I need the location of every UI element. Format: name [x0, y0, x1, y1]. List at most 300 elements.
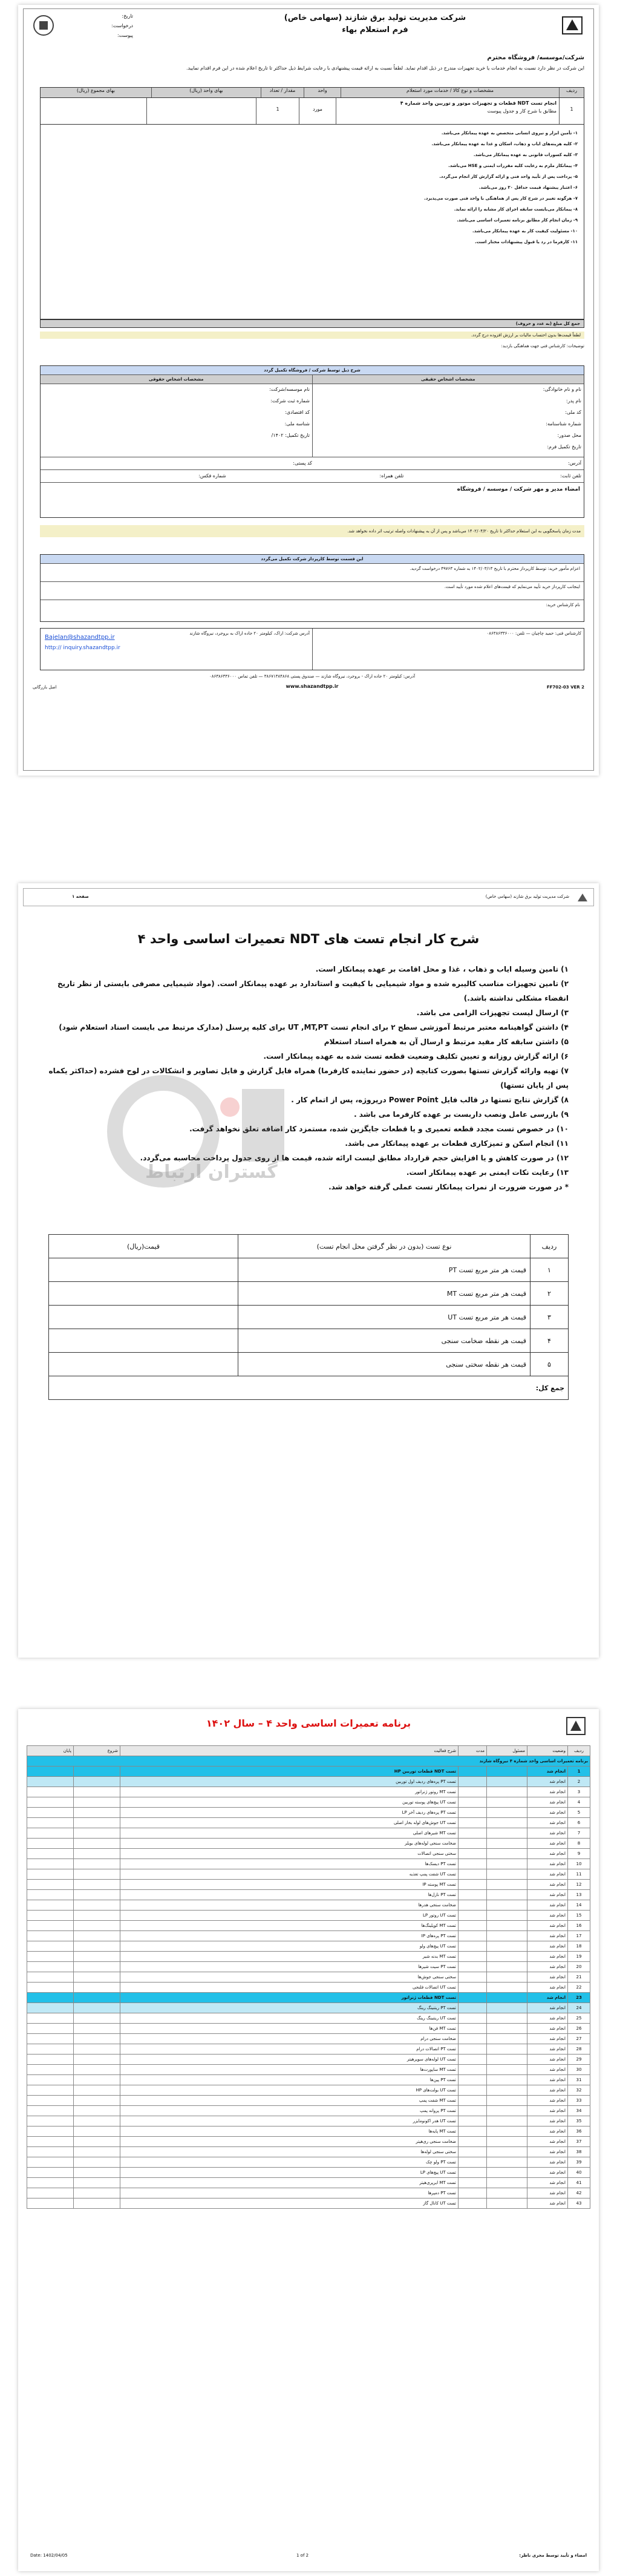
schedule-row-status: انجام شد	[527, 2188, 568, 2198]
schedule-row-end	[27, 2065, 74, 2075]
ndt-th-price: قیمت(ریال)	[49, 1235, 238, 1258]
schedule-row-start	[74, 1890, 120, 1900]
schedule-row-start	[74, 1941, 120, 1952]
address-row	[41, 457, 584, 469]
schedule-row-duration	[459, 2168, 487, 2178]
schedule-row-status: انجام شد	[527, 1972, 568, 1983]
schedule-row	[27, 2106, 590, 2116]
schedule-row-duration	[459, 2013, 487, 2024]
schedule-row-start	[74, 1808, 120, 1818]
vendor-field[interactable]: کد اقتصادی:	[285, 410, 310, 415]
schedule-row-resp	[487, 2106, 527, 2116]
greeting: شرکت/موسسه/ فروشگاه محترم	[487, 54, 584, 61]
ndt-price-table	[48, 1234, 569, 1400]
schedule-row	[27, 1777, 590, 1787]
scope-item: ۲) تامین تجهیزات مناسب کالیبره شده و مواد شیمیایی با کیفیت و استاندارد بر عهده پیمانکار است. (مواد شیمیایی مصرفی بایستی از نظر تاریخ انقضاء مشکلی نداشته باشد.)	[57, 979, 569, 1002]
schedule-row-activity: تست PT ولو چک	[120, 2157, 459, 2168]
schedule-row-duration	[459, 2055, 487, 2065]
vendor-fields	[41, 384, 584, 457]
schedule-row-end	[27, 1890, 74, 1900]
vendor-field[interactable]: نام پدر:	[566, 398, 581, 404]
header-logo-icon	[576, 892, 589, 906]
schedule-row-status: انجام شد	[527, 1818, 568, 1828]
schedule-row-start	[74, 1849, 120, 1859]
footer-sign: امضاء و تأیید توسط مجری ناظر:	[519, 2553, 587, 2558]
schedule-row	[27, 2116, 590, 2127]
form-code-left: اصل بازرگانی	[33, 685, 57, 690]
col-end: پایان	[27, 1746, 74, 1756]
schedule-row-end	[27, 1869, 74, 1880]
schedule-row-status: انجام شد	[527, 2003, 568, 2013]
vendor-field[interactable]: تاریخ تکمیل فرم:	[547, 444, 581, 449]
address-label[interactable]: آدرس:	[567, 460, 581, 466]
schedule-row-status: انجام شد	[527, 2013, 568, 2024]
schedule-row-status: انجام شد	[527, 1828, 568, 1839]
mobile-label[interactable]: تلفن همراه:	[379, 473, 404, 479]
vendor-field[interactable]: کد ملی:	[565, 410, 581, 415]
schedule-row-duration	[459, 1777, 487, 1787]
vendor-field[interactable]: شماره ثبت شرکت:	[270, 398, 310, 404]
schedule-row-index: 14	[568, 1900, 590, 1911]
schedule-row-start	[74, 2198, 120, 2209]
schedule-row-resp	[487, 1900, 527, 1911]
ndt-row	[49, 1329, 569, 1353]
schedule-row-end	[27, 2157, 74, 2168]
schedule-row	[27, 2075, 590, 2085]
schedule-row-end	[27, 2085, 74, 2096]
schedule-row	[27, 2003, 590, 2013]
schedule-row-activity: تست MT شفت پمپ	[120, 2096, 459, 2106]
schedule-row-status: انجام شد	[527, 2116, 568, 2127]
footer-date: Date: 1402/04/05	[30, 2553, 68, 2558]
note-1: لطفاً قیمت‌ها بدون احتساب مالیات بر ارزش افزوده درج گردد.	[40, 332, 584, 339]
schedule-row	[27, 2024, 590, 2034]
schedule-row-resp	[487, 2003, 527, 2013]
th-unit-price: بهای واحد (ریال)	[151, 88, 261, 97]
ndt-row-price[interactable]	[49, 1282, 238, 1306]
schedule-row-index: 13	[568, 1890, 590, 1900]
phone-row	[41, 469, 584, 482]
company-name: شرکت مدیریت تولید برق شازند (سهامی خاص)	[284, 13, 466, 22]
schedule-row-activity: تست MT کوپلینگ‌ها	[120, 1921, 459, 1931]
schedule-row	[27, 1859, 590, 1869]
vendor-field[interactable]: نام و نام خانوادگی:	[543, 387, 581, 392]
schedule-row-status: انجام شد	[527, 1787, 568, 1797]
schedule-row-resp	[487, 1890, 527, 1900]
schedule-row	[27, 2198, 590, 2209]
schedule-row	[27, 1839, 590, 1849]
schedule-row	[27, 1818, 590, 1828]
schedule-table	[27, 1745, 590, 2209]
schedule-row-index: 19	[568, 1952, 590, 1962]
schedule-row-duration	[459, 2096, 487, 2106]
schedule-row-activity: تست PT دیسک‌ها	[120, 1859, 459, 1869]
schedule-row-activity: تست PT اتصالات درام	[120, 2044, 459, 2055]
condition-2: ۲- کلیه هزینه‌های ایاب و ذهاب، اسکان و غذا به عهده پیمانکار می‌باشد.	[431, 142, 578, 146]
schedule-row-duration	[459, 1828, 487, 1839]
schedule-row-end	[27, 2188, 74, 2198]
schedule-row-start	[74, 2188, 120, 2198]
schedule-row-duration	[459, 1890, 487, 1900]
schedule-row-index: 26	[568, 2024, 590, 2034]
schedule-row-activity: تست UT هدر اکونومایزر	[120, 2116, 459, 2127]
schedule-row-duration	[459, 2106, 487, 2116]
schedule-row	[27, 1911, 590, 1921]
schedule-row-activity: تست MT فن‌ها	[120, 2024, 459, 2034]
item-desc: انجام تست NDT قطعات و تجهیزات موتور و توربین واحد شماره ۴	[400, 100, 557, 106]
schedule-row-resp	[487, 1880, 527, 1890]
condition-8: ۸- پیمانکار می‌بایست سابقه اجرای کار مشابه را ارائه نماید.	[454, 207, 578, 212]
schedule-title: برنامه تعمیرات اساسی واحد ۴ – سال ۱۴۰۲	[206, 1718, 411, 1729]
schedule-row-index: 24	[568, 2003, 590, 2013]
schedule-row-start	[74, 2065, 120, 2075]
schedule-row-index: 42	[568, 2188, 590, 2198]
schedule-row-end	[27, 2034, 74, 2044]
scope-item: ۹) بازرسی عامل ونصب داربست بر عهده کارفرما می باشد .	[354, 1110, 569, 1119]
schedule-row-index: 35	[568, 2116, 590, 2127]
contact-box	[40, 628, 584, 670]
schedule-row-start	[74, 2178, 120, 2188]
ndt-row-index: ۲	[530, 1282, 569, 1306]
schedule-row-start	[74, 1797, 120, 1808]
schedule-row-resp	[487, 2065, 527, 2075]
schedule-row-start	[74, 2106, 120, 2116]
schedule-row-activity: تست PT دمپرها	[120, 2188, 459, 2198]
schedule-row	[27, 2034, 590, 2044]
schedule-row-duration	[459, 2198, 487, 2209]
schedule-row-activity: تست UT پیچ‌های ولو	[120, 1941, 459, 1952]
vendor-field[interactable]: تاریخ تکمیل: ۱۴۰۲/	[271, 433, 310, 438]
schedule-row-start	[74, 1839, 120, 1849]
schedule-row-duration	[459, 2157, 487, 2168]
schedule-row	[27, 2055, 590, 2065]
schedule-row-status: انجام شد	[527, 1952, 568, 1962]
schedule-row-status: انجام شد	[527, 2034, 568, 2044]
item-index: 1	[559, 98, 584, 124]
schedule-row	[27, 1880, 590, 1890]
schedule-row	[27, 2188, 590, 2198]
schedule-row-start	[74, 1869, 120, 1880]
schedule-row-duration	[459, 1900, 487, 1911]
vendor-field[interactable]: شناسه ملی:	[284, 421, 310, 427]
schedule-row-status: انجام شد	[527, 1911, 568, 1921]
ndt-row	[49, 1282, 569, 1306]
schedule-row-index: 9	[568, 1849, 590, 1859]
schedule-row-resp	[487, 1787, 527, 1797]
schedule-row-duration	[459, 1911, 487, 1921]
schedule-row-duration	[459, 1767, 487, 1777]
ndt-row-price[interactable]	[49, 1258, 238, 1282]
schedule-row-end	[27, 1777, 74, 1787]
vendor-col-right: مشخصات اشخاص حقیقی	[312, 375, 584, 384]
schedule-row-resp	[487, 2116, 527, 2127]
schedule-row	[27, 1808, 590, 1818]
postcode-label[interactable]: کد پستی:	[293, 460, 312, 466]
schedule-row-index: 3	[568, 1787, 590, 1797]
schedule-row-start	[74, 1900, 120, 1911]
schedule-row-status: انجام شد	[527, 1900, 568, 1911]
item-unit-price[interactable]	[146, 98, 256, 124]
schedule-row-end	[27, 1921, 74, 1931]
page-1	[18, 5, 599, 776]
schedule-row-start	[74, 1993, 120, 2003]
schedule-row	[27, 2127, 590, 2137]
schedule-row-index: 43	[568, 2198, 590, 2209]
schedule-row-resp	[487, 1839, 527, 1849]
scope-title: شرح کار انجام تست های NDT تعمیرات اساسی واحد ۴	[137, 932, 480, 946]
item-subdesc: مطابق با شرح کار و جدول پیوست	[487, 108, 557, 114]
schedule-row-resp	[487, 2044, 527, 2055]
schedule-row	[27, 1952, 590, 1962]
page-2-label: صفحه ۱	[72, 894, 89, 899]
website[interactable]: www.shazandtpp.ir	[286, 684, 339, 689]
page-3-logo-icon	[565, 1715, 587, 1739]
scope-item: ۶) ارائه گزارش روزانه و تعیین تکلیف وضعیت قطعه تست شده به عهده پیمانکار است.	[263, 1052, 569, 1061]
schedule-row-start	[74, 1859, 120, 1869]
schedule-row-index: 37	[568, 2137, 590, 2147]
ndt-row-label: قیمت هر متر مربع تست MT	[238, 1282, 530, 1306]
schedule-row-end	[27, 2055, 74, 2065]
schedule-row-activity: ضخامت سنجی ری‌هیتر	[120, 2137, 459, 2147]
schedule-row-index: 27	[568, 2034, 590, 2044]
meta-attach: پیوست:	[117, 33, 133, 38]
ndt-row-price[interactable]	[49, 1329, 238, 1353]
schedule-row	[27, 1797, 590, 1808]
schedule-row-status: انجام شد	[527, 2055, 568, 2065]
schedule-row-index: 39	[568, 2157, 590, 2168]
schedule-row-end	[27, 1941, 74, 1952]
col-resp: مسئول	[487, 1746, 527, 1756]
schedule-row-resp	[487, 2157, 527, 2168]
schedule-row	[27, 1767, 590, 1777]
schedule-row-status: انجام شد	[527, 2127, 568, 2137]
col-status: وضعیت	[527, 1746, 568, 1756]
schedule-row-end	[27, 2096, 74, 2106]
schedule-row-duration	[459, 2034, 487, 2044]
schedule-row	[27, 1828, 590, 1839]
schedule-row-status: انجام شد	[527, 1859, 568, 1869]
fax-label[interactable]: شماره فکس:	[198, 473, 226, 479]
schedule-row-start	[74, 2034, 120, 2044]
scope-item: ۱۲) در صورت کاهش و یا افزایش حجم قرارداد مطابق لیست ارائه شده، قیمت ها از روی جدول پرداخت محاسبه می‌گردد.	[140, 1154, 569, 1162]
schedule-row-duration	[459, 1931, 487, 1941]
item-row	[40, 98, 584, 125]
condition-6: ۶- اعتبار پیشنهاد قیمت حداقل ۳۰ روز می‌باشد.	[478, 185, 578, 190]
schedule-row-start	[74, 1931, 120, 1941]
phone-label[interactable]: تلفن ثابت:	[560, 473, 581, 479]
schedule-row-end	[27, 2137, 74, 2147]
schedule-row-duration	[459, 1880, 487, 1890]
schedule-row-status: انجام شد	[527, 1839, 568, 1849]
schedule-row	[27, 2137, 590, 2147]
schedule-row-status: انجام شد	[527, 2075, 568, 2085]
schedule-row-resp	[487, 1869, 527, 1880]
site-link[interactable]: http:// inquiry.shazandtpp.ir	[45, 645, 120, 651]
schedule-row-activity: تست UT روتور LP	[120, 1911, 459, 1921]
schedule-row-start	[74, 1767, 120, 1777]
email-link[interactable]: Bajelan@shazandtpp.ir	[45, 634, 115, 641]
schedule-row	[27, 1890, 590, 1900]
schedule-row-start	[74, 1818, 120, 1828]
page-2	[18, 883, 599, 1658]
schedule-row-end	[27, 2013, 74, 2024]
col-index: ردیف	[568, 1746, 590, 1756]
schedule-row-start	[74, 2075, 120, 2085]
schedule-row-start	[74, 1972, 120, 1983]
condition-5: ۵- پرداخت پس از تأیید واحد فنی و ارائه گزارش کار انجام می‌گردد.	[439, 174, 578, 179]
scope-item: ۴) داشتن گواهینامه معتبر مرتبط آموزشی سطح ۲ برای انجام تست UT ,MT,PT برای کلیه پرسنل (مدارک مرتبط می بایست اسناد استعلام شود)	[59, 1023, 569, 1031]
schedule-row-end	[27, 2127, 74, 2137]
schedule-row-index: 20	[568, 1962, 590, 1972]
schedule-row-start	[74, 1828, 120, 1839]
schedule-row-status: انجام شد	[527, 1890, 568, 1900]
schedule-row-status: انجام شد	[527, 1777, 568, 1787]
schedule-row-duration	[459, 1787, 487, 1797]
schedule-row	[27, 2065, 590, 2075]
conditions-box	[40, 125, 584, 319]
condition-9: ۹- زمان انجام کار مطابق برنامه تعمیرات اساسی می‌باشد.	[457, 218, 578, 223]
schedule-row-duration	[459, 1818, 487, 1828]
schedule-row-status: انجام شد	[527, 2024, 568, 2034]
schedule-row-index: 12	[568, 1880, 590, 1890]
schedule-row-activity: ضخامت سنجی لوله‌های بویلر	[120, 1839, 459, 1849]
schedule-row	[27, 1962, 590, 1972]
schedule-row-activity: تست PT پین‌ها	[120, 2075, 459, 2085]
schedule-row-status: انجام شد	[527, 1993, 568, 2003]
th-total-price: بهای مجموع (ریال)	[76, 88, 116, 93]
schedule-row-activity: تست PT نازل‌ها	[120, 1890, 459, 1900]
schedule-row-start	[74, 2003, 120, 2013]
schedule-body	[27, 1756, 590, 2209]
ndt-header-row	[49, 1235, 569, 1258]
schedule-row-status: انجام شد	[527, 2137, 568, 2147]
schedule-row-resp	[487, 1962, 527, 1972]
schedule-row-resp	[487, 2137, 527, 2147]
scope-item: ۸) گزارش نتایج تستها در قالب فایل Power Point درپروژه، پس از اتمام کار .	[291, 1096, 569, 1104]
schedule-row-resp	[487, 2188, 527, 2198]
condition-7: ۷- هرگونه تغییر در شرح کار پس از هماهنگی با واحد فنی صورت می‌پذیرد.	[424, 196, 578, 201]
schedule-row-end	[27, 1767, 74, 1777]
schedule-row-activity: ضخامت سنجی درام	[120, 2034, 459, 2044]
vendor-field[interactable]: شماره شناسنامه:	[546, 421, 581, 427]
vendor-field[interactable]: نام موسسه/شرکت:	[269, 387, 310, 392]
scope-item: ۱۳) رعایت نکات ایمنی بر عهده پیمانکار است.	[406, 1168, 569, 1177]
schedule-row	[27, 1849, 590, 1859]
schedule-row-resp	[487, 2198, 527, 2209]
schedule-row-activity: تست UT جوش‌های لوله بخار اصلی	[120, 1818, 459, 1828]
schedule-row-index: 25	[568, 2013, 590, 2024]
schedule-row-index: 41	[568, 2178, 590, 2188]
schedule-row-start	[74, 2127, 120, 2137]
schedule-row-duration	[459, 2116, 487, 2127]
item-desc-wrap	[336, 98, 559, 124]
meta-number: درخواست:	[111, 23, 133, 28]
schedule-row-duration	[459, 1972, 487, 1983]
form-title: فرم استعلام بهاء	[342, 25, 408, 34]
internal-row-1: اعزام مأمور خرید: توسط کارپرداز محترم با تاریخ ۱۴۰۲/۰۳/۱۳ به شماره ۴۹۷۶۳ درخواست گردید.	[41, 564, 584, 582]
schedule-row-start	[74, 2024, 120, 2034]
schedule-row-duration	[459, 2178, 487, 2188]
schedule-row-start	[74, 1962, 120, 1972]
scope-item: ۵) داشتن سابقه کار مفید مرتبط و ارسال آن به همراه اسناد استعلام	[324, 1038, 569, 1046]
schedule-row	[27, 2147, 590, 2157]
schedule-row	[27, 2178, 590, 2188]
schedule-row-index: 28	[568, 2044, 590, 2055]
col-duration: مدت	[459, 1746, 487, 1756]
page-2-header-text: شرکت مدیریت تولید برق شازند (سهامی خاص)	[485, 894, 569, 899]
schedule-row-duration	[459, 2044, 487, 2055]
schedule-row-duration	[459, 1962, 487, 1972]
schedule-row-status: انجام شد	[527, 2157, 568, 2168]
schedule-row-index: 40	[568, 2168, 590, 2178]
schedule-row-end	[27, 1972, 74, 1983]
watermark-text: گستران ارتباط	[145, 1162, 278, 1183]
schedule-row-activity: تست PT پره‌های ردیف اول توربین	[120, 1777, 459, 1787]
schedule-row-duration	[459, 1941, 487, 1952]
schedule-row-status: انجام شد	[527, 1767, 568, 1777]
schedule-row-duration	[459, 2137, 487, 2147]
col-start: شروع	[74, 1746, 120, 1756]
schedule-row-index: 8	[568, 1839, 590, 1849]
schedule-row	[27, 1900, 590, 1911]
ndt-row-price[interactable]	[49, 1353, 238, 1376]
contact-right-text: کارشناس فنی: حمید چاچیان — تلفن: ۰۸۶۳۸۶۳۳۶۰۰۰	[486, 631, 581, 636]
schedule-row-end	[27, 1808, 74, 1818]
vendor-field[interactable]: محل صدور:	[557, 433, 581, 438]
schedule-row	[27, 2044, 590, 2055]
schedule-row-index: 18	[568, 1941, 590, 1952]
schedule-row-resp	[487, 1808, 527, 1818]
schedule-row-status: انجام شد	[527, 1931, 568, 1941]
page-2-header	[23, 888, 594, 906]
page-3	[18, 1709, 599, 2571]
total-label: جمع کل مبلغ (به عدد و حروف)	[515, 321, 580, 326]
bottom-line: آدرس: کیلومتر ۲۰ جاده اراک - بروجرد، نیروگاه شازند — صندوق پستی ۳۸۶۷۱۳۸۴۸۶۸ — تلفن تماس ۰۸۶۳۸۶۳۳۶۰۰۰	[209, 674, 416, 679]
signature-label: امضاء مدیر و مهر شرکت / موسسه / فروشگاه	[41, 482, 584, 511]
schedule-row-status: انجام شد	[527, 2198, 568, 2209]
schedule-row-status: انجام شد	[527, 2065, 568, 2075]
schedule-row-end	[27, 1931, 74, 1941]
schedule-row-start	[74, 1787, 120, 1797]
schedule-row-status: انجام شد	[527, 1921, 568, 1931]
schedule-row-start	[74, 2013, 120, 2024]
logo-icon	[560, 13, 584, 38]
schedule-row-index: 36	[568, 2127, 590, 2137]
condition-11: ۱۱- کارفرما در رد یا قبول پیشنهادات مختار است.	[475, 240, 578, 244]
ndt-row-price[interactable]	[49, 1306, 238, 1329]
schedule-row-resp	[487, 1952, 527, 1962]
schedule-row	[27, 1941, 590, 1952]
condition-1: ۱- تأمین ابزار و نیروی انسانی متخصص به عهده پیمانکار می‌باشد.	[441, 131, 578, 136]
schedule-row-index: 30	[568, 2065, 590, 2075]
schedule-row-activity: تست UT اتصالات فلنجی	[120, 1983, 459, 1993]
schedule-row-activity: تست PT پروانه پمپ	[120, 2106, 459, 2116]
item-total-price[interactable]	[41, 98, 146, 124]
schedule-row-duration	[459, 1797, 487, 1808]
schedule-row-end	[27, 2147, 74, 2157]
schedule-row-duration	[459, 2085, 487, 2096]
schedule-row-index: 34	[568, 2106, 590, 2116]
schedule-row-status: انجام شد	[527, 1880, 568, 1890]
schedule-row	[27, 1972, 590, 1983]
ndt-row-index: ۵	[530, 1353, 569, 1376]
schedule-row-resp	[487, 1983, 527, 1993]
th-desc: مشخصات و نوع کالا / خدمات مورد استعلام	[341, 88, 559, 97]
schedule-row-index: 32	[568, 2085, 590, 2096]
corner-logo-icon	[31, 13, 56, 38]
schedule-row-activity: تست PT پره‌های IP	[120, 1931, 459, 1941]
schedule-row-resp	[487, 1828, 527, 1839]
